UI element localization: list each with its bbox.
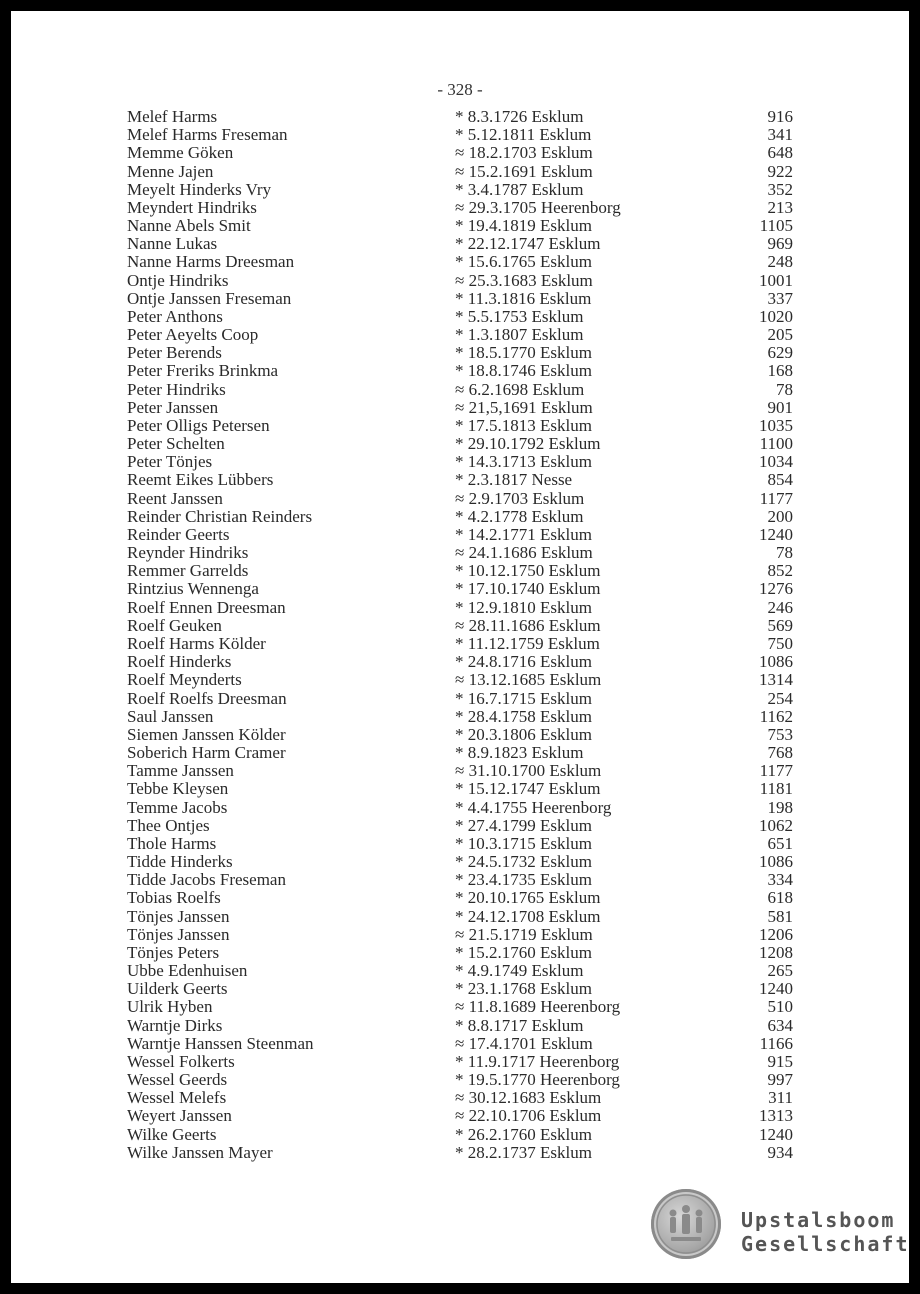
entry-number: 78 — [776, 379, 793, 399]
entry-number: 1100 — [759, 434, 793, 454]
entry-date: * 16.7.1715 Esklum — [455, 688, 592, 708]
logo-line-1: Upstalsboom — [741, 1208, 896, 1232]
entry-date: * 15.12.1747 Esklum — [455, 779, 601, 799]
entry-name: Ubbe Edenhuisen — [127, 961, 248, 981]
list-item — [127, 835, 793, 853]
entry-number: 997 — [767, 1070, 793, 1090]
entry-number: 753 — [767, 724, 793, 744]
entry-date: * 10.12.1750 Esklum — [455, 561, 601, 581]
entry-name: Thole Harms — [127, 833, 217, 853]
entry-number: 854 — [767, 470, 793, 490]
list-item — [127, 998, 793, 1016]
entry-name: Wilke Janssen Mayer — [127, 1142, 273, 1162]
list-item — [127, 908, 793, 926]
entry-number: 1208 — [759, 942, 793, 962]
entry-name: Nanne Abels Smit — [127, 216, 251, 236]
entry-name: Roelf Meynderts — [127, 670, 242, 690]
entry-name: Tönjes Janssen — [127, 924, 230, 944]
entry-date: * 24.12.1708 Esklum — [455, 906, 601, 926]
entry-name: Memme Göken — [127, 143, 234, 163]
entry-date: * 5.5.1753 Esklum — [455, 306, 584, 326]
entry-name: Peter Schelten — [127, 434, 225, 454]
entry-number: 198 — [767, 797, 793, 817]
list-item — [127, 1053, 793, 1071]
page-number: - 328 - — [437, 80, 483, 99]
entry-name: Temme Jacobs — [127, 797, 228, 817]
list-item — [127, 799, 793, 817]
entry-name: Wessel Melefs — [127, 1088, 227, 1108]
entry-date: ≈ 21.5.1719 Esklum — [455, 924, 593, 944]
entry-name: Reinder Geerts — [127, 524, 230, 544]
entry-name: Tamme Janssen — [127, 761, 234, 781]
entry-name: Nanne Lukas — [127, 234, 218, 254]
entry-number: 254 — [767, 688, 793, 708]
entry-date: ≈ 17.4.1701 Esklum — [455, 1033, 593, 1053]
entry-number: 581 — [767, 906, 793, 926]
entry-number: 337 — [767, 288, 793, 308]
entry-date: ≈ 30.12.1683 Esklum — [455, 1088, 602, 1108]
entry-number: 213 — [767, 197, 793, 217]
list-item — [127, 1144, 793, 1162]
entry-date: * 23.4.1735 Esklum — [455, 870, 592, 890]
entry-name: Wilke Geerts — [127, 1124, 217, 1144]
entry-name: Peter Hindriks — [127, 379, 226, 399]
entry-date: * 15.2.1760 Esklum — [455, 942, 592, 962]
entry-name: Tönjes Peters — [127, 942, 220, 962]
entry-date: ≈ 18.2.1703 Esklum — [455, 143, 593, 163]
list-item — [127, 1107, 793, 1125]
entry-date: * 12.9.1810 Esklum — [455, 597, 592, 617]
entry-date: * 3.4.1787 Esklum — [455, 179, 584, 199]
entry-number: 1035 — [759, 415, 793, 435]
list-item — [127, 217, 793, 235]
entry-number: 200 — [767, 506, 793, 526]
entry-date: * 28.2.1737 Esklum — [455, 1142, 592, 1162]
list-item — [127, 526, 793, 544]
entry-date: * 26.2.1760 Esklum — [455, 1124, 592, 1144]
logo-line-2: Gesellschaft — [741, 1232, 909, 1256]
entry-name: Melef Harms — [127, 107, 218, 126]
entry-name: Warntje Dirks — [127, 1015, 223, 1035]
entry-number: 311 — [768, 1088, 793, 1108]
list-item — [127, 163, 793, 181]
entry-date: * 10.3.1715 Esklum — [455, 833, 592, 853]
entry-date: * 27.4.1799 Esklum — [455, 815, 592, 835]
entry-number: 1240 — [759, 979, 793, 999]
entry-date: * 11.9.1717 Heerenborg — [455, 1051, 620, 1071]
list-item — [127, 399, 793, 417]
list-item — [127, 708, 793, 726]
list-item — [127, 290, 793, 308]
entry-name: Weyert Janssen — [127, 1106, 232, 1126]
entry-number: 1086 — [759, 852, 793, 872]
list-item — [127, 108, 793, 126]
entry-number: 852 — [767, 561, 793, 581]
list-item — [127, 726, 793, 744]
list-item — [127, 980, 793, 998]
list-item — [127, 144, 793, 162]
entry-date: ≈ 22.10.1706 Esklum — [455, 1106, 602, 1126]
entry-date: * 24.8.1716 Esklum — [455, 652, 592, 672]
entry-date: * 14.2.1771 Esklum — [455, 524, 592, 544]
entry-date: ≈ 11.8.1689 Heerenborg — [455, 997, 621, 1017]
list-item — [127, 889, 793, 907]
entry-name: Peter Berends — [127, 343, 222, 363]
list-item — [127, 871, 793, 889]
entry-number: 634 — [767, 1015, 793, 1035]
entry-name: Peter Olligs Petersen — [127, 415, 270, 435]
entry-number: 1062 — [759, 815, 793, 835]
entry-number: 1105 — [759, 216, 793, 236]
entry-number: 205 — [767, 325, 793, 345]
list-item — [127, 253, 793, 271]
entry-name: Tobias Roelfs — [127, 888, 221, 908]
list-item — [127, 272, 793, 290]
list-item — [127, 508, 793, 526]
entry-name: Roelf Harms Kölder — [127, 633, 266, 653]
entry-date: * 14.3.1713 Esklum — [455, 452, 592, 472]
entry-number: 1034 — [759, 452, 793, 472]
entry-number: 1177 — [759, 488, 793, 508]
entry-date: ≈ 2.9.1703 Esklum — [455, 488, 585, 508]
entry-name: Wessel Folkerts — [127, 1051, 235, 1071]
list-item — [127, 126, 793, 144]
entry-name: Ontje Hindriks — [127, 270, 229, 290]
list-item — [127, 1035, 793, 1053]
entry-date: ≈ 13.12.1685 Esklum — [455, 670, 602, 690]
entry-date: * 20.3.1806 Esklum — [455, 724, 592, 744]
entry-name: Reinder Christian Reinders — [127, 506, 313, 526]
list-item — [127, 853, 793, 871]
entry-number: 341 — [767, 125, 793, 145]
entry-list — [127, 108, 793, 1162]
entry-date: * 18.8.1746 Esklum — [455, 361, 592, 381]
list-item — [127, 653, 793, 671]
entry-date: * 11.12.1759 Esklum — [455, 633, 600, 653]
list-item — [127, 690, 793, 708]
entry-number: 651 — [767, 833, 793, 853]
entry-name: Peter Janssen — [127, 397, 219, 417]
entry-name: Remmer Garrelds — [127, 561, 249, 581]
entry-number: 510 — [767, 997, 793, 1017]
entry-date: ≈ 28.11.1686 Esklum — [455, 615, 601, 635]
entry-number: 1206 — [759, 924, 793, 944]
list-item — [127, 599, 793, 617]
list-item — [127, 544, 793, 562]
list-item — [127, 562, 793, 580]
entry-date: * 4.2.1778 Esklum — [455, 506, 584, 526]
entry-number: 569 — [767, 615, 793, 635]
list-item — [127, 471, 793, 489]
entry-number: 168 — [767, 361, 793, 381]
list-item — [127, 308, 793, 326]
list-item — [127, 362, 793, 380]
entry-number: 1313 — [759, 1106, 793, 1126]
entry-name: Peter Anthons — [127, 306, 223, 326]
entry-number: 1181 — [759, 779, 793, 799]
entry-number: 1177 — [759, 761, 793, 781]
entry-date: ≈ 24.1.1686 Esklum — [455, 543, 593, 563]
entry-date: * 8.9.1823 Esklum — [455, 743, 584, 763]
entry-date: * 19.5.1770 Heerenborg — [455, 1070, 620, 1090]
entry-number: 969 — [767, 234, 793, 254]
entry-date: * 19.4.1819 Esklum — [455, 216, 592, 236]
entry-number: 1020 — [759, 306, 793, 326]
list-item — [127, 944, 793, 962]
entry-name: Siemen Janssen Kölder — [127, 724, 286, 744]
entry-number: 901 — [767, 397, 793, 417]
entry-name: Uilderk Geerts — [127, 979, 228, 999]
list-item — [127, 962, 793, 980]
entry-date: ≈ 25.3.1683 Esklum — [455, 270, 593, 290]
publisher-logo — [741, 1208, 909, 1256]
entry-date: * 15.6.1765 Esklum — [455, 252, 592, 272]
entry-name: Reent Janssen — [127, 488, 223, 508]
list-item — [127, 1071, 793, 1089]
list-item — [127, 817, 793, 835]
entry-number: 246 — [767, 597, 793, 617]
list-item — [127, 453, 793, 471]
entry-date: * 28.4.1758 Esklum — [455, 706, 592, 726]
entry-date: * 11.3.1816 Esklum — [455, 288, 592, 308]
entry-date: * 23.1.1768 Esklum — [455, 979, 592, 999]
entry-number: 915 — [767, 1051, 793, 1071]
entry-number: 618 — [767, 888, 793, 908]
list-item — [127, 671, 793, 689]
entry-date: * 22.12.1747 Esklum — [455, 234, 601, 254]
list-item — [127, 926, 793, 944]
entry-date: * 29.10.1792 Esklum — [455, 434, 601, 454]
entry-number: 1314 — [759, 670, 793, 690]
list-item — [127, 199, 793, 217]
entry-name: Peter Tönjes — [127, 452, 213, 472]
entry-number: 934 — [767, 1142, 793, 1162]
list-item — [127, 1126, 793, 1144]
entry-name: Meyelt Hinderks Vry — [127, 179, 272, 199]
list-item — [127, 490, 793, 508]
entry-name: Rintzius Wennenga — [127, 579, 259, 599]
entry-date: * 4.9.1749 Esklum — [455, 961, 584, 981]
entry-number: 78 — [776, 543, 793, 563]
entry-date: * 24.5.1732 Esklum — [455, 852, 592, 872]
seal-icon — [651, 1189, 721, 1259]
entry-date: * 17.10.1740 Esklum — [455, 579, 601, 599]
entry-number: 1166 — [759, 1033, 793, 1053]
entry-date: ≈ 29.3.1705 Heerenborg — [455, 197, 621, 217]
entry-name: Ontje Janssen Freseman — [127, 288, 292, 308]
entry-date: ≈ 21,5,1691 Esklum — [455, 397, 593, 417]
document-page — [11, 11, 909, 1283]
entry-number: 922 — [767, 161, 793, 181]
entry-number: 248 — [767, 252, 793, 272]
entry-name: Ulrik Hyben — [127, 997, 213, 1017]
entry-date: * 20.10.1765 Esklum — [455, 888, 601, 908]
list-item — [127, 435, 793, 453]
entry-date: ≈ 15.2.1691 Esklum — [455, 161, 593, 181]
entry-name: Tidde Jacobs Freseman — [127, 870, 286, 890]
list-item — [127, 762, 793, 780]
entry-number: 1240 — [759, 1124, 793, 1144]
entry-name: Menne Jajen — [127, 161, 214, 181]
entry-date: * 5.12.1811 Esklum — [455, 125, 592, 145]
entry-name: Saul Janssen — [127, 706, 214, 726]
entry-name: Tidde Hinderks — [127, 852, 233, 872]
entry-name: Wessel Geerds — [127, 1070, 228, 1090]
list-item — [127, 617, 793, 635]
list-item — [127, 1017, 793, 1035]
entry-name: Tebbe Kleysen — [127, 779, 229, 799]
list-item — [127, 1089, 793, 1107]
list-item — [127, 635, 793, 653]
list-item — [127, 344, 793, 362]
entry-name: Roelf Roelfs Dreesman — [127, 688, 287, 708]
entry-name: Meyndert Hindriks — [127, 197, 257, 217]
list-item — [127, 744, 793, 762]
list-item — [127, 417, 793, 435]
entry-name: Nanne Harms Dreesman — [127, 252, 295, 272]
list-item — [127, 580, 793, 598]
entry-number: 1240 — [759, 524, 793, 544]
entry-name: Roelf Hinderks — [127, 652, 232, 672]
entry-name: Warntje Hanssen Steenman — [127, 1033, 314, 1053]
entry-number: 648 — [767, 143, 793, 163]
entry-name: Roelf Ennen Dreesman — [127, 597, 286, 617]
entry-name: Melef Harms Freseman — [127, 125, 288, 145]
list-item — [127, 780, 793, 798]
entry-date: * 18.5.1770 Esklum — [455, 343, 592, 363]
entry-date: * 17.5.1813 Esklum — [455, 415, 592, 435]
entry-name: Roelf Geuken — [127, 615, 222, 635]
entry-number: 265 — [767, 961, 793, 981]
entry-date: * 1.3.1807 Esklum — [455, 325, 584, 345]
entry-date: ≈ 31.10.1700 Esklum — [455, 761, 602, 781]
entry-name: Soberich Harm Cramer — [127, 743, 286, 763]
list-item — [127, 381, 793, 399]
entry-number: 750 — [767, 633, 793, 653]
entry-date: * 8.3.1726 Esklum — [455, 107, 584, 126]
entry-date: ≈ 6.2.1698 Esklum — [455, 379, 585, 399]
entry-number: 352 — [767, 179, 793, 199]
entry-name: Thee Ontjes — [127, 815, 210, 835]
entry-name: Tönjes Janssen — [127, 906, 230, 926]
entry-number: 768 — [767, 743, 793, 763]
entry-number: 629 — [767, 343, 793, 363]
list-item — [127, 235, 793, 253]
entry-date: * 8.8.1717 Esklum — [455, 1015, 584, 1035]
entry-number: 1276 — [759, 579, 793, 599]
entry-name: Peter Freriks Brinkma — [127, 361, 279, 381]
list-item — [127, 326, 793, 344]
entry-number: 916 — [767, 107, 793, 126]
entry-number: 334 — [767, 870, 793, 890]
entry-number: 1086 — [759, 652, 793, 672]
entry-number: 1001 — [759, 270, 793, 290]
entry-date: * 4.4.1755 Heerenborg — [455, 797, 612, 817]
entry-name: Reemt Eikes Lübbers — [127, 470, 274, 490]
entry-name: Peter Aeyelts Coop — [127, 325, 259, 345]
entry-date: * 2.3.1817 Nesse — [455, 470, 573, 490]
entry-number: 1162 — [759, 706, 793, 726]
list-item — [127, 181, 793, 199]
entry-name: Reynder Hindriks — [127, 543, 249, 563]
